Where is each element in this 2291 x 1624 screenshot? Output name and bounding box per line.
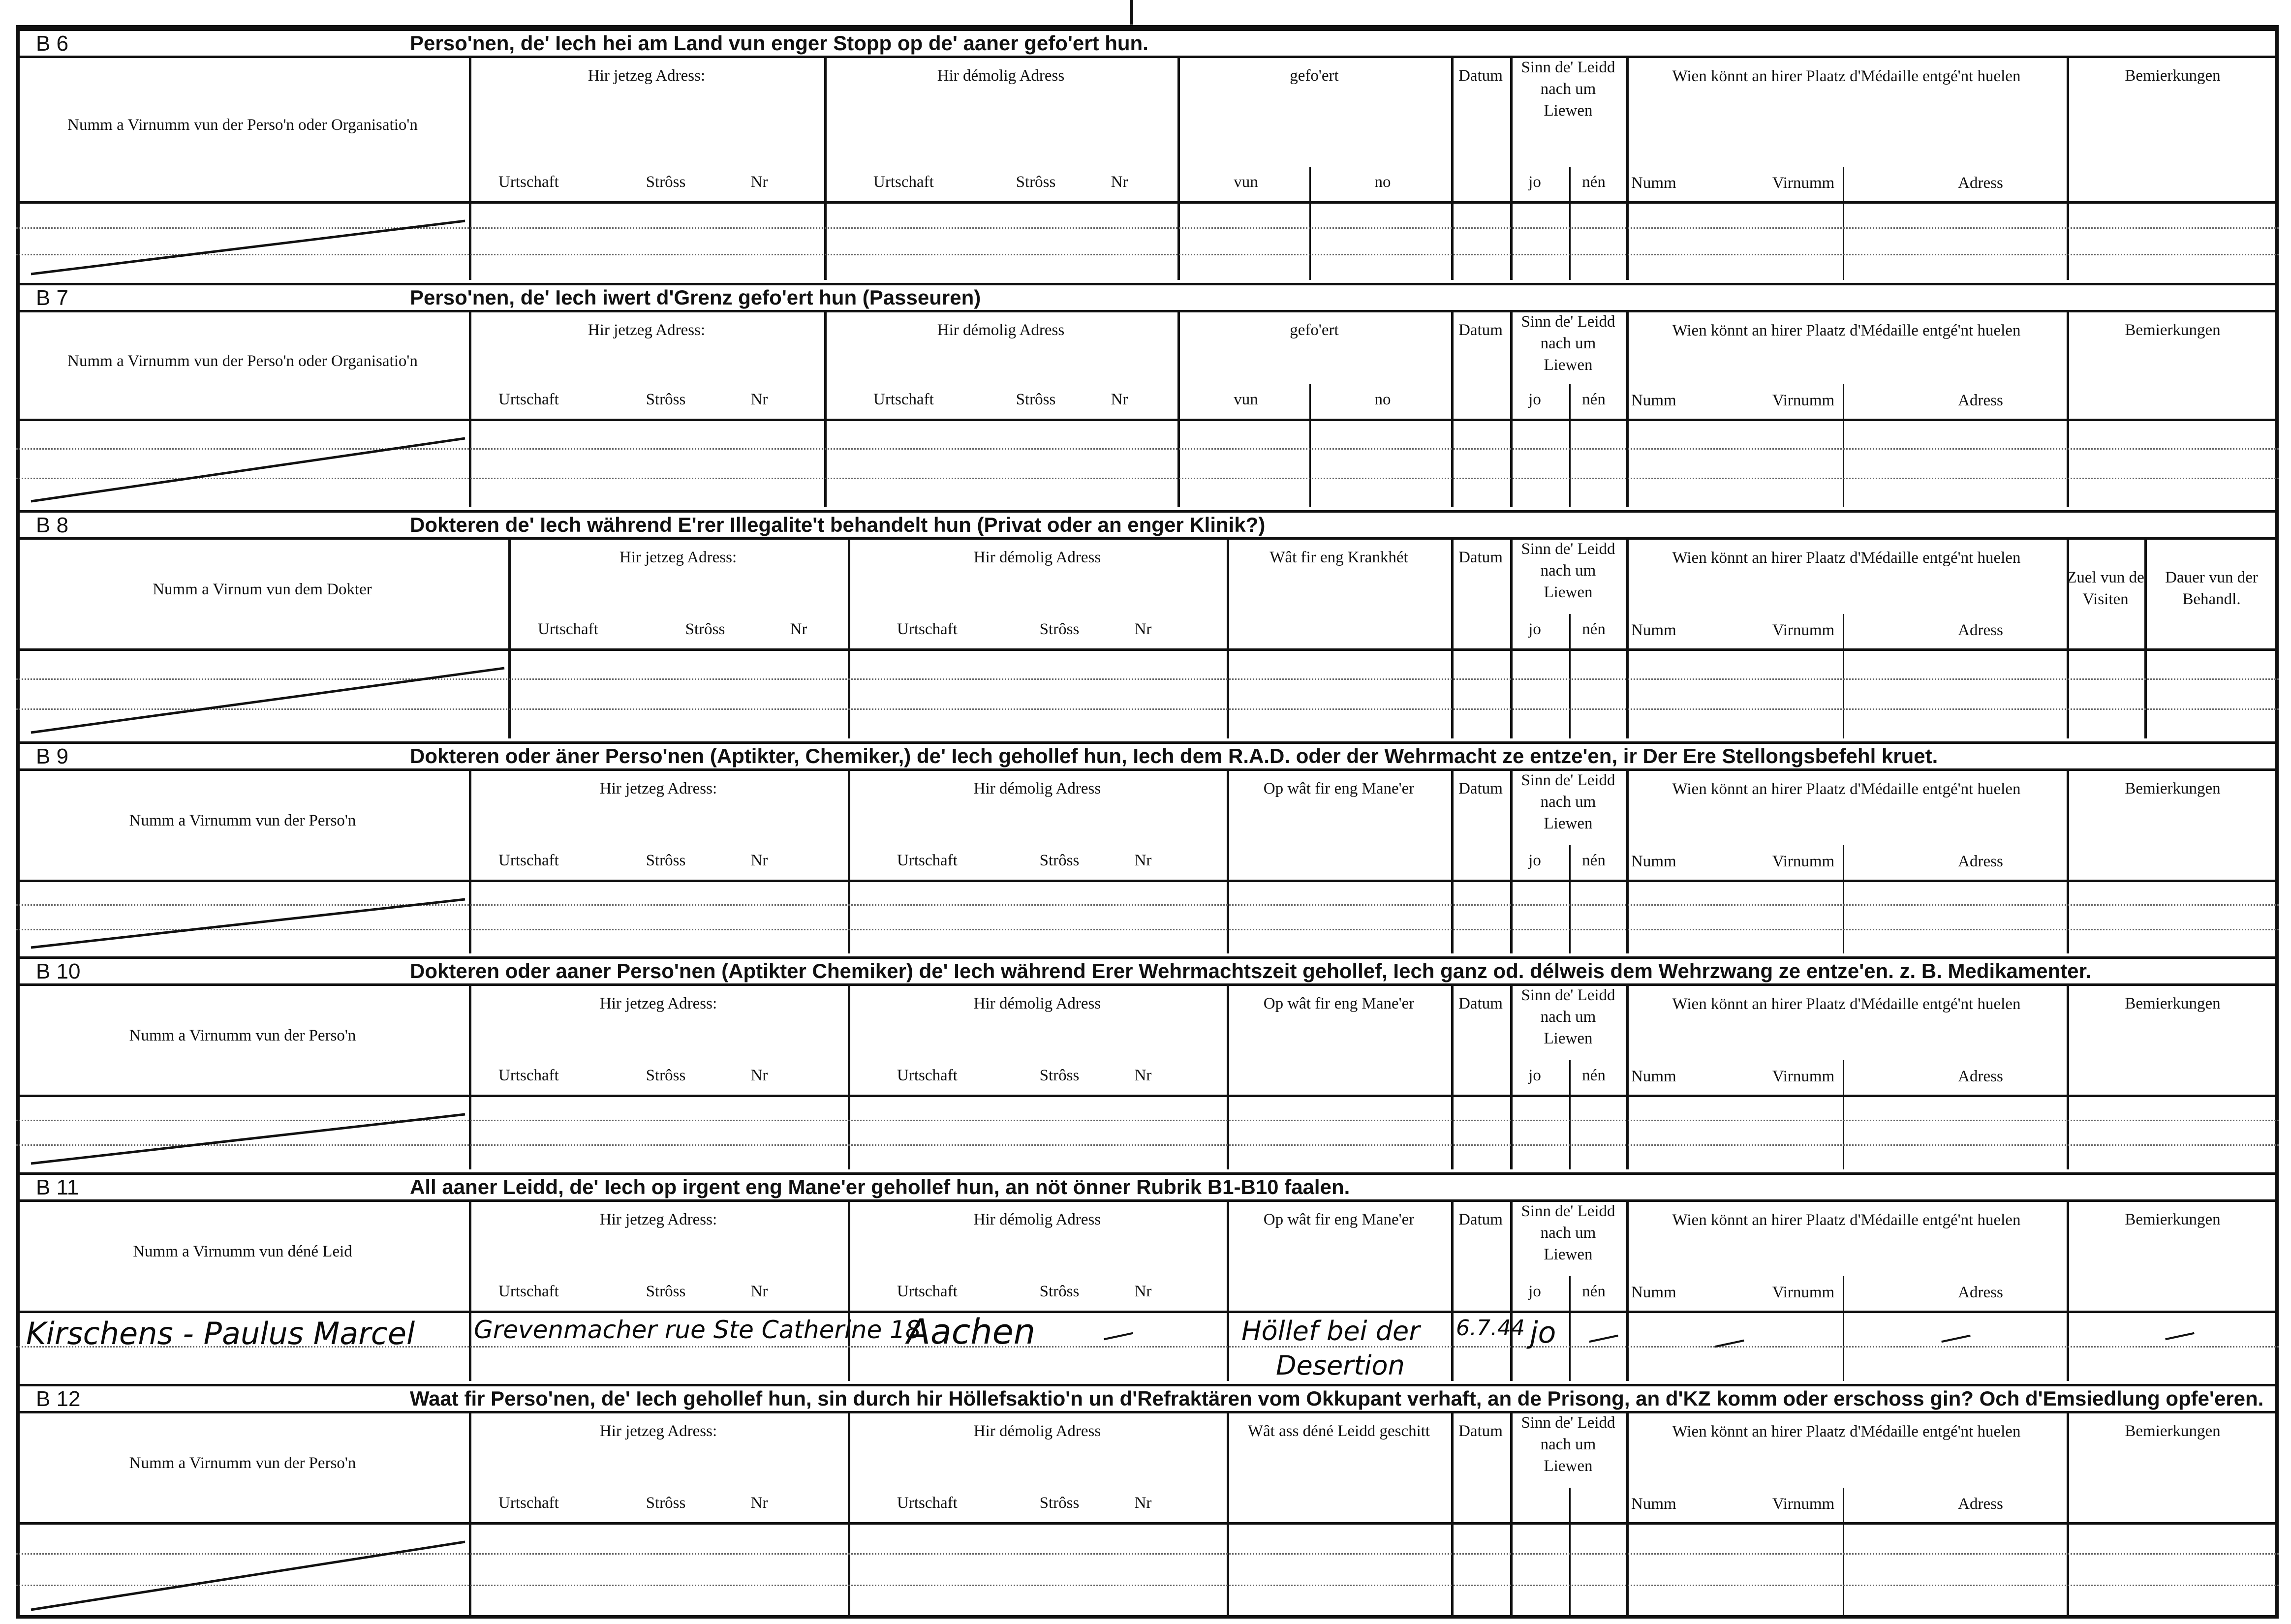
- section-title: All aaner Leidd, de' Iech op irgent eng Mane'er gehollef hun, an nöt önner Rubrik B1-B10 faalen.: [410, 1175, 1350, 1198]
- remarks-header: Bemierkungen: [2125, 780, 2221, 797]
- date-column-header: Datum: [1458, 780, 1503, 797]
- section-title: Waat fir Perso'nen, de' Iech gehollef hun, sin durch hir Höllefsaktio'n un d'Refraktären vom Okkupant verhaft, an de Prisong, an d'KZ komm oder erschoss gin? Och d'Emsiedlung opfe'eren.: [410, 1387, 2264, 1410]
- current-locality-header: Urtschaft: [498, 1067, 559, 1084]
- section-code: B 11: [36, 1175, 79, 1199]
- current-locality-header: Urtschaft: [498, 1283, 559, 1300]
- remarks-header: Bemierkungen: [2125, 995, 2221, 1012]
- description-column-header: Wât fir eng Krankhét: [1269, 549, 1408, 566]
- column-divider: [2067, 56, 2069, 280]
- alive-yes-no-divider: [1569, 614, 1571, 738]
- former-number-header: Nr: [1134, 1494, 1152, 1512]
- section-b11: [16, 1172, 2279, 1384]
- column-divider: [1510, 56, 1513, 280]
- current-number-header: Nr: [750, 1067, 768, 1084]
- current-street-header: Strôss: [646, 391, 686, 408]
- recipient-firstname-header: Virnumm: [1772, 174, 1835, 192]
- column-divider: [1510, 1199, 1513, 1381]
- still-alive-header: Sinn de' Leidd nach um Liewen: [1521, 59, 1615, 120]
- recipient-address-header: Adress: [1958, 174, 2003, 192]
- section-top-rule: [16, 1384, 2279, 1386]
- entry-how-line1: Höllef bei der: [1241, 1316, 1420, 1347]
- recipient-surname-header: Numm: [1631, 1495, 1676, 1513]
- current-address-header: Hir jetzeg Adress:: [588, 321, 706, 339]
- section-b6: [16, 29, 2279, 283]
- description-column-header: Op wât fir eng Mane'er: [1263, 780, 1415, 797]
- section-title: Perso'nen, de' Iech hei am Land vun enger Stopp op de' aaner gefo'ert hun.: [410, 31, 1148, 55]
- current-number-header: Nr: [750, 852, 768, 869]
- former-number-header: Nr: [1134, 852, 1152, 869]
- remarks-header: Bemierkungen: [2125, 67, 2221, 85]
- remarks-header: Bemierkungen: [2125, 1211, 2221, 1228]
- column-divider: [824, 56, 827, 280]
- current-locality-header: Urtschaft: [498, 391, 559, 408]
- entry-alive-yes: jo: [1530, 1316, 1556, 1350]
- date-column-header: Datum: [1458, 1422, 1503, 1440]
- still-alive-header: Sinn de' Leidd nach um Liewen: [1521, 771, 1615, 832]
- entry-date: 6.7.44: [1456, 1316, 1525, 1341]
- yes-subheader: jo: [1528, 1283, 1541, 1300]
- current-number-header: Nr: [750, 1494, 768, 1512]
- dash-mark: [2165, 1332, 2195, 1340]
- treatment-duration-header: Dauer vun der Behandl.: [2165, 569, 2258, 608]
- to-subheader: no: [1374, 391, 1391, 408]
- yes-subheader: jo: [1528, 391, 1541, 408]
- former-street-header: Strôss: [1016, 391, 1056, 408]
- no-subheader: nén: [1582, 173, 1606, 191]
- alive-yes-no-divider: [1569, 845, 1571, 953]
- section-code: B 6: [36, 31, 69, 56]
- former-locality-header: Urtschaft: [873, 173, 934, 191]
- alive-yes-no-divider: [1569, 1060, 1571, 1169]
- entry-name: Kirschens - Paulus Marcel: [26, 1316, 415, 1351]
- recipient-surname-header: Numm: [1631, 1068, 1676, 1085]
- date-column-header: Datum: [1458, 995, 1503, 1012]
- former-locality-header: Urtschaft: [873, 391, 934, 408]
- title-rule: [16, 310, 2279, 312]
- dash-mark: [1941, 1335, 1971, 1343]
- recipient-surname-header: Numm: [1631, 174, 1676, 192]
- recipient-address-header: Adress: [1958, 853, 2003, 870]
- alive-yes-no-divider: [1569, 384, 1571, 507]
- still-alive-header: Sinn de' Leidd nach um Liewen: [1521, 1414, 1615, 1475]
- medal-recipient-header: Wien könnt an hirer Plaatz d'Médaille entgé'nt huelen: [1672, 995, 2021, 1013]
- current-locality-header: Urtschaft: [498, 852, 559, 869]
- from-subheader: vun: [1234, 173, 1258, 191]
- description-column-header: Op wât fir eng Mane'er: [1263, 1211, 1415, 1228]
- recipient-address-header: Adress: [1958, 1068, 2003, 1085]
- recipient-firstname-header: Virnumm: [1772, 1495, 1835, 1513]
- description-column-header: gefo'ert: [1290, 321, 1339, 339]
- former-locality-header: Urtschaft: [897, 620, 958, 638]
- yes-subheader: jo: [1528, 620, 1541, 638]
- medal-recipient-header: Wien könnt an hirer Plaatz d'Médaille entgé'nt huelen: [1672, 549, 2021, 567]
- former-address-header: Hir démolig Adress: [937, 321, 1065, 339]
- former-street-header: Strôss: [1039, 1067, 1080, 1084]
- former-street-header: Strôss: [1016, 173, 1056, 191]
- section-title: Dokteren oder aaner Perso'nen (Aptikter Chemiker) de' Iech während Erer Wehrmachtszeit gehollef, Iech ganz od. délweis dem Wehrzwang ze entze'en. z. B. Medikamenter.: [410, 959, 2092, 982]
- name-column-header: Numm a Virnumm vun der Perso'n oder Organisatio'n: [67, 116, 418, 134]
- current-address-header: Hir jetzeg Adress:: [599, 995, 717, 1012]
- former-address-header: Hir démolig Adress: [973, 1422, 1101, 1440]
- former-street-header: Strôss: [1039, 1283, 1080, 1300]
- former-number-header: Nr: [1111, 173, 1128, 191]
- title-rule: [16, 983, 2279, 986]
- former-street-header: Strôss: [1039, 1494, 1080, 1512]
- recipient-firstname-header: Virnumm: [1772, 853, 1835, 870]
- former-address-header: Hir démolig Adress: [937, 67, 1065, 85]
- top-tick-mark: [1130, 0, 1133, 25]
- former-street-header: Strôss: [1039, 852, 1080, 869]
- cancel-stroke: [16, 1095, 469, 1169]
- current-street-header: Strôss: [646, 1494, 686, 1512]
- recipient-name-address-divider: [1843, 384, 1844, 507]
- former-number-header: Nr: [1134, 1283, 1152, 1300]
- column-divider: [1510, 768, 1513, 953]
- header-bottom-rule: [16, 1311, 2279, 1313]
- current-number-header: Nr: [790, 620, 807, 638]
- section-title: Dokteren de' Iech während E'rer Illegalite't behandelt hun (Privat oder an enger Klinik?): [410, 513, 1266, 536]
- dash-mark: [1589, 1335, 1618, 1343]
- recipient-name-address-divider: [1843, 167, 1844, 280]
- section-top-rule: [16, 1172, 2279, 1175]
- date-column-header: Datum: [1458, 321, 1503, 339]
- section-b8: [16, 510, 2279, 741]
- recipient-surname-header: Numm: [1631, 392, 1676, 409]
- title-rule: [16, 768, 2279, 771]
- recipient-address-header: Adress: [1958, 1284, 2003, 1301]
- cancel-stroke: [16, 880, 469, 953]
- date-column-header: Datum: [1458, 549, 1503, 566]
- current-number-header: Nr: [750, 391, 768, 408]
- alive-yes-no-divider: [1569, 1276, 1571, 1381]
- current-address-header: Hir jetzeg Adress:: [599, 780, 717, 797]
- section-b7: [16, 283, 2279, 510]
- column-divider: [1626, 56, 1629, 280]
- section-code: B 8: [36, 513, 69, 537]
- column-divider: [1626, 983, 1629, 1169]
- recipient-address-header: Adress: [1958, 392, 2003, 409]
- section-code: B 10: [36, 959, 81, 983]
- no-subheader: nén: [1582, 391, 1606, 408]
- name-column-header: Numm a Virnumm vun déné Leid: [133, 1243, 352, 1260]
- section-b9: [16, 741, 2279, 956]
- recipient-name-address-divider: [1843, 1060, 1844, 1169]
- remarks-header: Bemierkungen: [2125, 1422, 2221, 1440]
- recipient-surname-header: Numm: [1631, 621, 1676, 639]
- former-number-header: Nr: [1134, 620, 1152, 638]
- still-alive-header: Sinn de' Leidd nach um Liewen: [1521, 540, 1615, 601]
- current-locality-header: Urtschaft: [498, 1494, 559, 1512]
- medal-recipient-header: Wien könnt an hirer Plaatz d'Médaille entgé'nt huelen: [1672, 1211, 2021, 1229]
- section-top-rule: [16, 741, 2279, 744]
- former-locality-header: Urtschaft: [897, 1067, 958, 1084]
- entry-how-line2: Desertion: [1276, 1350, 1405, 1381]
- description-column-header: gefo'ert: [1290, 67, 1339, 85]
- section-code: B 7: [36, 286, 69, 310]
- title-rule: [16, 1411, 2279, 1413]
- subcolumn-divider: [1309, 167, 1311, 280]
- entry-former-address: Aachen: [907, 1312, 1036, 1352]
- title-rule: [16, 56, 2279, 58]
- dash-mark: [1104, 1332, 1133, 1340]
- former-locality-header: Urtschaft: [897, 852, 958, 869]
- current-address-header: Hir jetzeg Adress:: [599, 1422, 717, 1440]
- name-column-header: Numm a Virnum vun dem Dokter: [153, 581, 372, 598]
- recipient-address-header: Adress: [1958, 1495, 2003, 1513]
- medal-recipient-header: Wien könnt an hirer Plaatz d'Médaille entgé'nt huelen: [1672, 322, 2021, 339]
- subcolumn-divider: [1309, 384, 1311, 507]
- recipient-address-header: Adress: [1958, 621, 2003, 639]
- current-number-header: Nr: [750, 173, 768, 191]
- current-number-header: Nr: [750, 1283, 768, 1300]
- description-column-header: Op wât fir eng Mane'er: [1263, 995, 1415, 1012]
- remarks-header: Bemierkungen: [2125, 321, 2221, 339]
- former-street-header: Strôss: [1039, 620, 1080, 638]
- still-alive-header: Sinn de' Leidd nach um Liewen: [1521, 986, 1615, 1047]
- no-subheader: nén: [1582, 1067, 1606, 1084]
- current-address-header: Hir jetzeg Adress:: [599, 1211, 717, 1228]
- column-divider: [1626, 768, 1629, 953]
- section-title: Dokteren oder äner Perso'nen (Aptikter, Chemiker,) de' Iech gehollef hun, Iech dem R.A.D. oder der Wehrmacht ze entze'en, ir Der Ere Stellongsbefehl kruet.: [410, 744, 1938, 767]
- former-locality-header: Urtschaft: [897, 1494, 958, 1512]
- recipient-surname-header: Numm: [1631, 1284, 1676, 1301]
- name-column-header: Numm a Virnumm vun der Perso'n: [129, 1454, 356, 1472]
- cancel-stroke: [16, 1522, 469, 1616]
- recipient-name-address-divider: [1843, 1276, 1844, 1381]
- current-locality-header: Urtschaft: [538, 620, 598, 638]
- recipient-surname-header: Numm: [1631, 853, 1676, 870]
- current-address-header: Hir jetzeg Adress:: [619, 549, 737, 566]
- recipient-name-address-divider: [1843, 1488, 1844, 1616]
- recipient-name-address-divider: [1843, 614, 1844, 738]
- title-rule: [16, 537, 2279, 540]
- former-address-header: Hir démolig Adress: [973, 1211, 1101, 1228]
- recipient-firstname-header: Virnumm: [1772, 1284, 1835, 1301]
- column-divider: [1626, 1199, 1629, 1381]
- former-address-header: Hir démolig Adress: [973, 549, 1101, 566]
- current-address-header: Hir jetzeg Adress:: [588, 67, 706, 85]
- recipient-name-address-divider: [1843, 845, 1844, 953]
- yes-subheader: jo: [1528, 852, 1541, 869]
- name-column-header: Numm a Virnumm vun der Perso'n: [129, 812, 356, 829]
- medal-recipient-header: Wien könnt an hirer Plaatz d'Médaille entgé'nt huelen: [1672, 67, 2021, 85]
- cancel-stroke: [16, 419, 469, 507]
- former-locality-header: Urtschaft: [897, 1283, 958, 1300]
- yes-subheader: jo: [1528, 173, 1541, 191]
- section-b12: [16, 1384, 2279, 1619]
- current-street-header: Strôss: [646, 1283, 686, 1300]
- no-subheader: nén: [1582, 620, 1606, 638]
- medal-recipient-header: Wien könnt an hirer Plaatz d'Médaille entgé'nt huelen: [1672, 780, 2021, 798]
- column-divider: [1451, 56, 1454, 280]
- former-number-header: Nr: [1111, 391, 1128, 408]
- section-top-rule: [16, 283, 2279, 285]
- section-top-rule: [16, 510, 2279, 513]
- name-column-header: Numm a Virnumm vun der Perso'n oder Organisatio'n: [67, 352, 418, 370]
- current-street-header: Strôss: [646, 173, 686, 191]
- entry-current-address: Grevenmacher rue Ste Catherine 18: [474, 1316, 921, 1344]
- date-column-header: Datum: [1458, 67, 1503, 85]
- to-subheader: no: [1374, 173, 1391, 191]
- medal-recipient-header: Wien könnt an hirer Plaatz d'Médaille entgé'nt huelen: [1672, 1423, 2021, 1440]
- recipient-firstname-header: Virnumm: [1772, 1068, 1835, 1085]
- alive-yes-no-divider: [1569, 167, 1571, 280]
- section-code: B 9: [36, 744, 69, 768]
- section-code: B 12: [36, 1387, 81, 1411]
- current-street-header: Strôss: [685, 620, 725, 638]
- still-alive-header: Sinn de' Leidd nach um Liewen: [1521, 313, 1615, 374]
- current-locality-header: Urtschaft: [498, 173, 559, 191]
- title-rule: [16, 1199, 2279, 1202]
- visits-count-header: Zuel vun de Visiten: [2067, 569, 2144, 608]
- cancel-stroke: [16, 201, 469, 280]
- yes-subheader: jo: [1528, 1067, 1541, 1084]
- former-number-header: Nr: [1134, 1067, 1152, 1084]
- date-column-header: Datum: [1458, 1211, 1503, 1228]
- alive-yes-no-divider: [1569, 1488, 1571, 1616]
- recipient-firstname-header: Virnumm: [1772, 621, 1835, 639]
- section-top-rule: [16, 29, 2279, 31]
- column-divider: [1510, 983, 1513, 1169]
- section-top-rule: [16, 956, 2279, 959]
- name-column-header: Numm a Virnumm vun der Perso'n: [129, 1027, 356, 1044]
- former-address-header: Hir démolig Adress: [973, 995, 1101, 1012]
- column-divider: [469, 56, 471, 280]
- no-subheader: nén: [1582, 852, 1606, 869]
- description-column-header: Wât ass déné Leidd geschitt: [1247, 1422, 1430, 1440]
- current-street-header: Strôss: [646, 1067, 686, 1084]
- cancel-stroke: [16, 648, 508, 738]
- current-street-header: Strôss: [646, 852, 686, 869]
- from-subheader: vun: [1234, 391, 1258, 408]
- recipient-firstname-header: Virnumm: [1772, 392, 1835, 409]
- still-alive-header: Sinn de' Leidd nach um Liewen: [1521, 1202, 1615, 1263]
- former-address-header: Hir démolig Adress: [973, 780, 1101, 797]
- section-title: Perso'nen, de' Iech iwert d'Grenz gefo'ert hun (Passeuren): [410, 286, 981, 309]
- column-divider: [1177, 56, 1180, 280]
- no-subheader: nén: [1582, 1283, 1606, 1300]
- section-b10: [16, 956, 2279, 1172]
